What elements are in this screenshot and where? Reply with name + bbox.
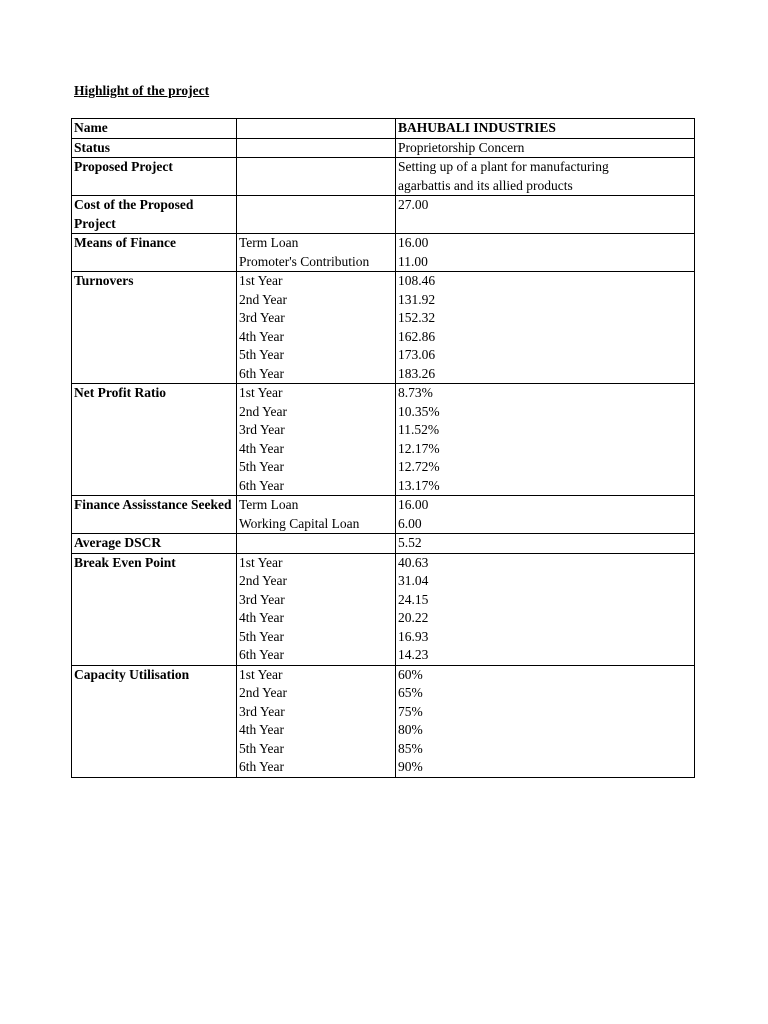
table-row bbox=[72, 195, 694, 233]
value-line: 12.72% bbox=[398, 459, 440, 474]
row-label: Average DSCR bbox=[74, 535, 162, 550]
row-label: Turnovers bbox=[74, 273, 134, 288]
table-row bbox=[72, 271, 694, 383]
page-title: Highlight of the project bbox=[74, 83, 210, 98]
row-label: Capacity Utilisation bbox=[74, 666, 190, 682]
row-label: Name bbox=[74, 120, 108, 135]
row-label: Status bbox=[74, 139, 111, 155]
value-line: 60% bbox=[398, 666, 423, 682]
row-detail bbox=[236, 666, 395, 777]
value-line: 5.52 bbox=[398, 535, 422, 550]
detail-line: Term Loan bbox=[239, 235, 299, 250]
value-line: Proprietorship Concern bbox=[398, 139, 525, 155]
row-value bbox=[395, 119, 694, 138]
value-line: 162.86 bbox=[398, 328, 436, 344]
row-detail bbox=[236, 119, 395, 138]
detail-line: 6th Year bbox=[239, 477, 285, 493]
value-line: 173.06 bbox=[398, 347, 436, 362]
table-row bbox=[72, 157, 694, 195]
detail-line: 1st Year bbox=[239, 273, 283, 288]
row-detail bbox=[236, 272, 395, 383]
detail-line bbox=[239, 158, 393, 177]
value-line: 8.73% bbox=[398, 385, 433, 400]
detail-line: 5th Year bbox=[239, 740, 285, 756]
value-line: 183.26 bbox=[398, 365, 436, 381]
row-label: Finance Assisstance Seeked bbox=[74, 497, 232, 512]
table-row bbox=[72, 495, 694, 533]
row-value bbox=[395, 534, 694, 553]
detail-line: 2nd Year bbox=[239, 685, 288, 700]
value-line: 131.92 bbox=[398, 291, 436, 307]
value-line: 10.35% bbox=[398, 403, 440, 419]
value-line: 80% bbox=[398, 722, 423, 737]
detail-line: 1st Year bbox=[239, 666, 283, 682]
detail-line bbox=[239, 196, 393, 215]
table-row bbox=[72, 138, 694, 158]
row-label: Break Even Point bbox=[74, 554, 176, 570]
detail-line bbox=[239, 119, 393, 138]
value-line: 108.46 bbox=[398, 273, 436, 288]
table-row bbox=[72, 533, 694, 553]
detail-line: 4th Year bbox=[239, 610, 285, 625]
detail-line: 2nd Year bbox=[239, 573, 288, 588]
row-detail bbox=[236, 196, 395, 233]
detail-line: 5th Year bbox=[239, 459, 285, 474]
row-value bbox=[395, 158, 694, 195]
row-detail bbox=[236, 384, 395, 495]
row-detail bbox=[236, 554, 395, 665]
row-value bbox=[395, 139, 694, 158]
value-line: Setting up of a plant for manufacturing bbox=[398, 159, 609, 174]
row-value bbox=[395, 234, 694, 271]
detail-line: Working Capital Loan bbox=[239, 515, 360, 531]
detail-line: 2nd Year bbox=[239, 291, 288, 307]
detail-line: 3rd Year bbox=[239, 703, 285, 719]
detail-line: 3rd Year bbox=[239, 310, 285, 325]
row-label: Means of Finance bbox=[74, 235, 176, 250]
detail-line: 3rd Year bbox=[239, 422, 285, 437]
value-line: 12.17% bbox=[398, 440, 440, 456]
value-line: 13.17% bbox=[398, 477, 440, 493]
detail-line: 6th Year bbox=[239, 759, 285, 774]
table-row bbox=[72, 119, 694, 138]
value-line: 65% bbox=[398, 685, 423, 700]
detail-line: Promoter's Contribution bbox=[239, 253, 370, 269]
detail-line: 4th Year bbox=[239, 328, 285, 344]
value-line: 40.63 bbox=[398, 554, 429, 570]
table-row bbox=[72, 553, 694, 665]
detail-line: 4th Year bbox=[239, 440, 285, 456]
detail-line: 5th Year bbox=[239, 628, 285, 644]
detail-line: 4th Year bbox=[239, 722, 285, 737]
value-line: 14.23 bbox=[398, 647, 429, 662]
value-line: BAHUBALI INDUSTRIES bbox=[398, 120, 556, 135]
value-line: 16.93 bbox=[398, 628, 429, 644]
detail-line: 1st Year bbox=[239, 554, 283, 570]
detail-line: 2nd Year bbox=[239, 403, 288, 419]
value-line: 152.32 bbox=[398, 310, 436, 325]
value-line: 16.00 bbox=[398, 235, 429, 250]
value-line: agarbattis and its allied products bbox=[398, 177, 573, 193]
row-value bbox=[395, 496, 694, 533]
value-line: 31.04 bbox=[398, 573, 429, 588]
row-label: Cost of the Proposed Project bbox=[74, 197, 194, 231]
value-line: 90% bbox=[398, 759, 423, 774]
table-row bbox=[72, 665, 694, 777]
table-row bbox=[72, 383, 694, 495]
table-row bbox=[72, 233, 694, 271]
value-line: 75% bbox=[398, 703, 423, 719]
detail-line: Term Loan bbox=[239, 497, 299, 512]
value-line: 85% bbox=[398, 740, 423, 756]
project-highlights-table bbox=[71, 118, 695, 778]
row-detail bbox=[236, 158, 395, 195]
row-label: Net Profit Ratio bbox=[74, 385, 166, 400]
value-line: 11.52% bbox=[398, 422, 440, 437]
detail-line: 5th Year bbox=[239, 347, 285, 362]
row-value bbox=[395, 666, 694, 777]
detail-line bbox=[239, 139, 393, 158]
row-detail bbox=[236, 534, 395, 553]
value-line: 24.15 bbox=[398, 591, 429, 607]
row-detail bbox=[236, 234, 395, 271]
row-value bbox=[395, 196, 694, 233]
value-line: 16.00 bbox=[398, 497, 429, 512]
row-label: Proposed Project bbox=[74, 159, 173, 174]
row-value bbox=[395, 272, 694, 383]
detail-line: 1st Year bbox=[239, 385, 283, 400]
row-value bbox=[395, 384, 694, 495]
value-line: 6.00 bbox=[398, 515, 422, 531]
detail-line: 6th Year bbox=[239, 365, 285, 381]
detail-line: 3rd Year bbox=[239, 591, 285, 607]
value-line: 20.22 bbox=[398, 610, 429, 625]
row-detail bbox=[236, 139, 395, 158]
value-line: 11.00 bbox=[398, 253, 428, 269]
row-value bbox=[395, 554, 694, 665]
value-line: 27.00 bbox=[398, 197, 429, 212]
row-detail bbox=[236, 496, 395, 533]
detail-line: 6th Year bbox=[239, 647, 285, 662]
detail-line bbox=[239, 534, 393, 553]
